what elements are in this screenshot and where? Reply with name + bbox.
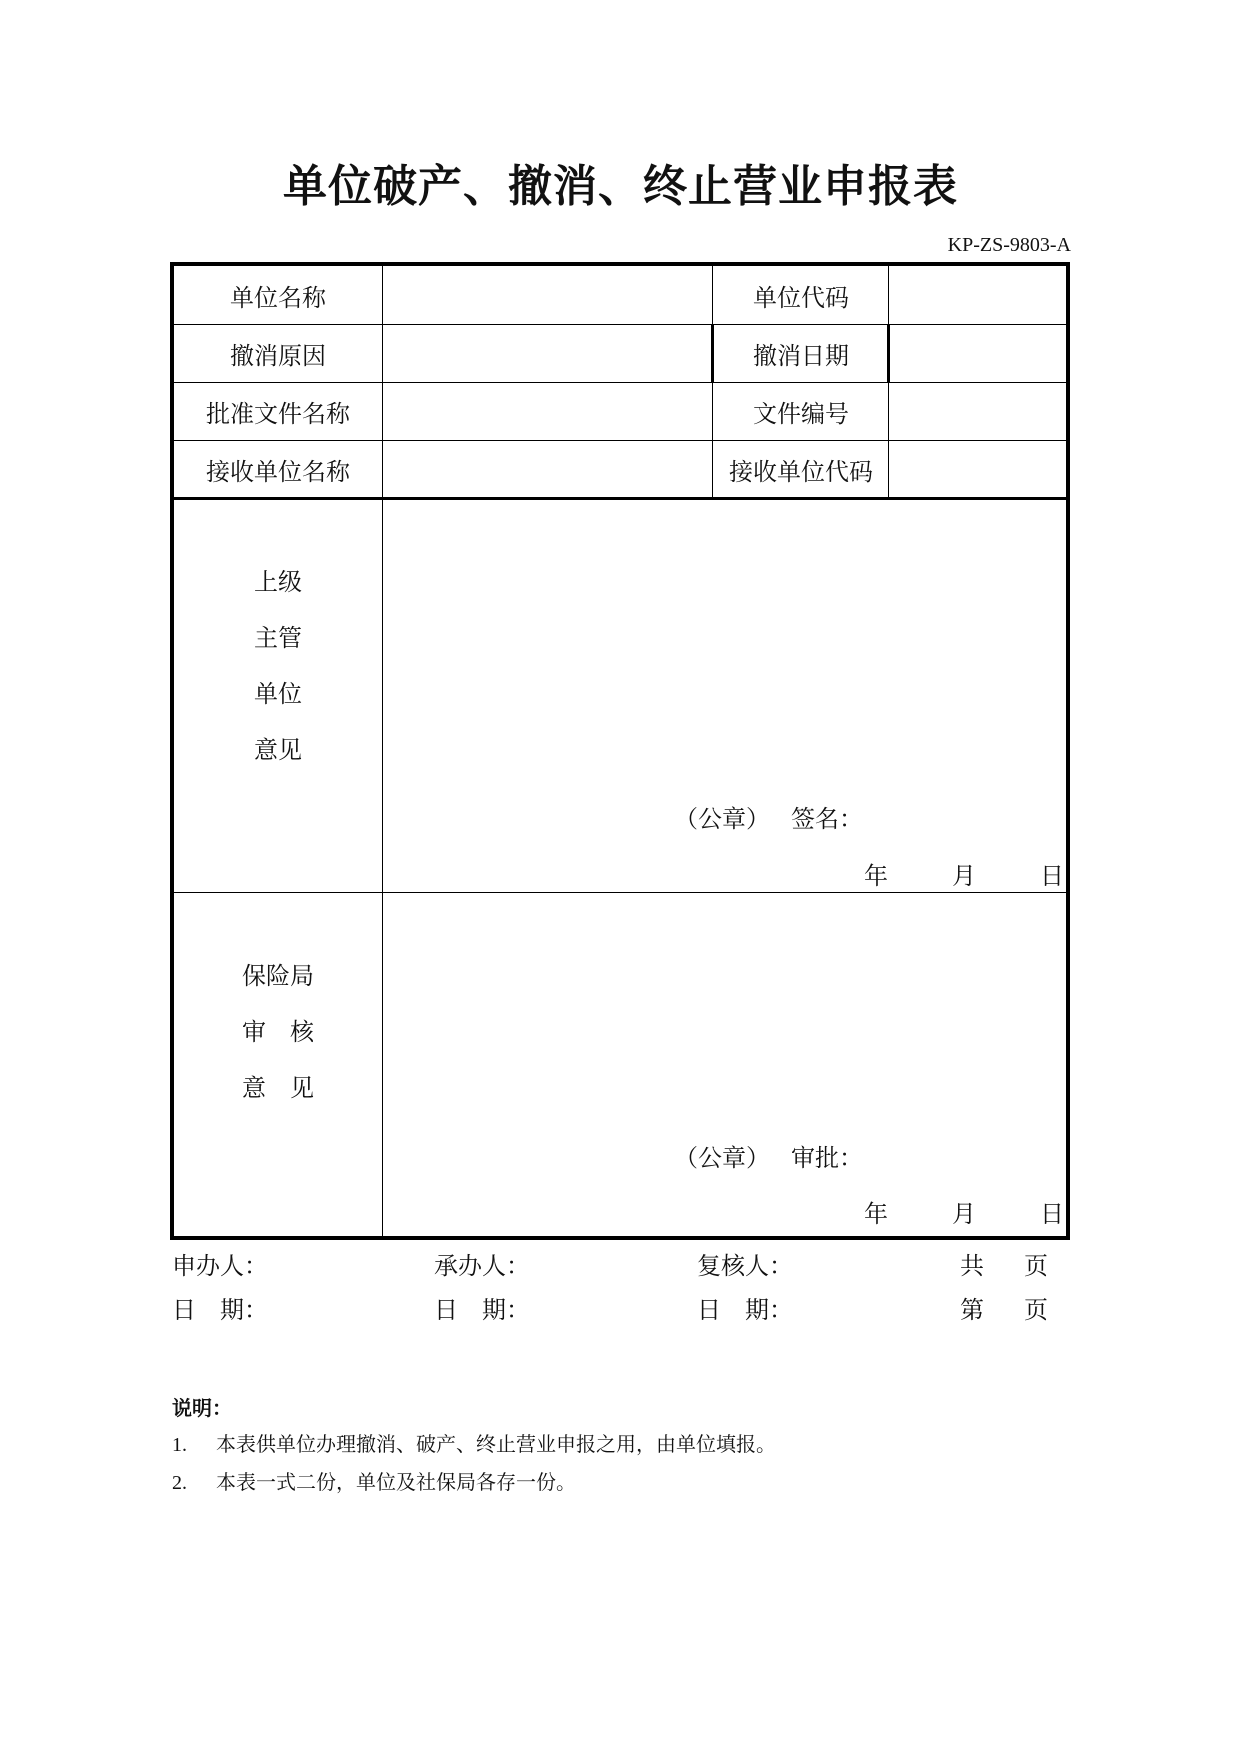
section-divider: [174, 892, 1066, 893]
applicant-label: 申办人：: [172, 1252, 268, 1280]
column-divider: [382, 266, 383, 1236]
insurance-opinion-label-3: 意 见: [242, 1074, 314, 1102]
note-item: [172, 1428, 776, 1457]
note-item: [172, 1466, 576, 1495]
form-code: KP-ZS-9803-A: [947, 234, 1071, 256]
report-form: [170, 262, 1070, 1240]
label-receiving-unit-code: 接收单位代码: [729, 457, 873, 486]
column-divider-bold: [887, 324, 890, 382]
superior-year: 年: [864, 862, 888, 890]
field-cancel-reason[interactable]: [383, 324, 713, 382]
field-unit-name[interactable]: [383, 266, 713, 324]
label-cancel-reason: 撤消原因: [230, 341, 326, 370]
column-divider: [888, 266, 889, 498]
superior-month: 月: [952, 862, 976, 890]
row-divider: [174, 382, 1066, 383]
field-receiving-unit-name[interactable]: [383, 440, 713, 498]
label-doc-number: 文件编号: [753, 399, 849, 428]
note-text: 本表供单位办理撤消、破产、终止营业申报之用，由单位填报。: [216, 1432, 776, 1456]
superior-opinion-label-2: 主管: [254, 624, 302, 652]
superior-opinion-label-1: 上级: [254, 568, 302, 596]
label-approval-doc-name: 批准文件名称: [206, 399, 350, 428]
insurance-month: 月: [952, 1200, 976, 1228]
superior-opinion-label-4: 意见: [254, 736, 302, 764]
label-unit-code: 单位代码: [753, 283, 849, 312]
row-divider: [174, 440, 1066, 441]
label-unit-name: 单位名称: [230, 283, 326, 312]
page-number-prefix: 第: [960, 1296, 984, 1324]
label-receiving-unit-name: 接收单位名称: [206, 457, 350, 486]
label-cancel-date: 撤消日期: [753, 341, 849, 370]
superior-seal: （公章）: [674, 805, 770, 833]
field-doc-number[interactable]: [889, 382, 1067, 440]
insurance-year: 年: [864, 1200, 888, 1228]
total-pages-suffix: 页: [1024, 1252, 1048, 1280]
note-text: 本表一式二份，单位及社保局各存一份。: [216, 1470, 576, 1494]
field-receiving-unit-code[interactable]: [889, 440, 1067, 498]
field-unit-code[interactable]: [889, 266, 1067, 324]
handler-label: 承办人：: [434, 1252, 530, 1280]
reviewer-label: 复核人：: [697, 1252, 793, 1280]
section-divider: [174, 497, 1066, 500]
field-cancel-date[interactable]: [889, 324, 1067, 382]
superior-day: 日: [1040, 862, 1064, 890]
insurance-approve-label: 审批：: [791, 1144, 863, 1172]
page-number-suffix: 页: [1024, 1296, 1048, 1324]
superior-sign-label: 签名：: [791, 805, 863, 833]
handler-date-label: 日 期：: [434, 1296, 530, 1324]
insurance-day: 日: [1040, 1200, 1064, 1228]
note-number: 2.: [172, 1472, 187, 1494]
notes-title: 说明：: [172, 1396, 232, 1420]
insurance-opinion-label-1: 保险局: [242, 962, 314, 990]
total-pages-prefix: 共: [960, 1252, 984, 1280]
applicant-date-label: 日 期：: [172, 1296, 268, 1324]
column-divider-bold: [711, 324, 714, 382]
insurance-opinion-label-2: 审 核: [242, 1018, 314, 1046]
page-title: 单位破产、撤消、终止营业申报表: [283, 161, 958, 212]
note-number: 1.: [172, 1434, 187, 1456]
field-approval-doc-name[interactable]: [383, 382, 713, 440]
insurance-seal: （公章）: [674, 1144, 770, 1172]
superior-opinion-label-3: 单位: [254, 680, 302, 708]
row-divider: [174, 324, 1066, 325]
reviewer-date-label: 日 期：: [697, 1296, 793, 1324]
column-divider: [712, 266, 713, 498]
